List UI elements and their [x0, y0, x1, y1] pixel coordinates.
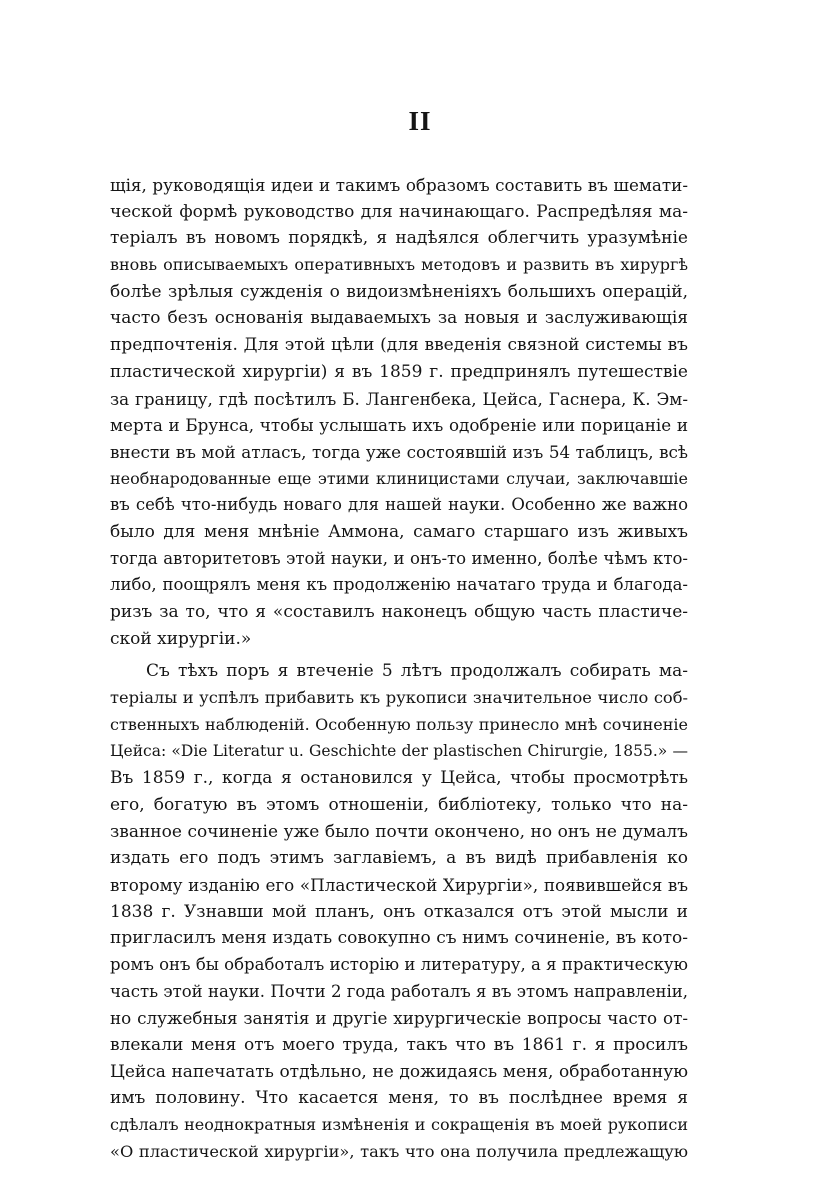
- text-line: болѣе зрѣлыя сужденія о видоизмѣненіяхъ большихъ операцій,: [110, 281, 688, 302]
- text-line: Съ тѣхъ поръ я втеченіе 5 лѣтъ продолжалъ собирать ма-: [146, 661, 688, 682]
- text-line: сдѣлалъ неоднократныя измѣненія и сокращенія въ моей рукописи: [110, 1115, 688, 1135]
- text-line: за границу, гдѣ посѣтилъ Б. Лангенбека, Цейса, Гаснера, К. Эм-: [110, 388, 688, 409]
- text-line: званное сочиненіе уже было почти окончено, но онъ не думалъ: [110, 821, 688, 842]
- text-line: мерта и Брунса, чтобы услышать ихъ одобреніе или порицаніе и: [110, 415, 688, 436]
- text-line: второму изданію его «Пластической Хирургіи», появившейся въ: [110, 874, 688, 895]
- text-line: либо, поощрялъ меня къ продолженію начатаго труда и благода-: [110, 575, 688, 595]
- text-line: ственныхъ наблюденій. Особенную пользу принесло мнѣ сочиненіе: [110, 714, 688, 734]
- text-line: ческой формѣ руководство для начинающаго. Распредѣляя ма-: [110, 201, 688, 222]
- text-line: пластической хирургіи) я въ 1859 г. предпринялъ путешествіе: [110, 361, 688, 382]
- text-line: издать его подъ этимъ заглавіемъ, а въ видѣ прибавленія ко: [110, 848, 688, 869]
- text-line: Цейса: «Die Literatur u. Geschichte der plastischen Chirurgie, 1855.» —: [110, 742, 688, 761]
- text-line: но служебныя занятія и другіе хирургическіе вопросы часто от-: [110, 1008, 688, 1029]
- text-line: его, богатую въ этомъ отношеніи, библіотеку, только что на-: [110, 794, 688, 815]
- paragraph-2: [110, 658, 688, 1165]
- text-line: Цейса напечатать отдѣльно, не дожидаясь меня, обработанную: [110, 1061, 688, 1082]
- text-line: было для меня мнѣніе Аммона, самаго старшаго изъ живыхъ: [110, 521, 688, 542]
- text-line: тогда авторитетовъ этой науки, и онъ-то именно, болѣе чѣмъ кто-: [110, 548, 688, 568]
- text-line: пригласилъ меня издать совокупно съ нимъ сочиненіе, въ кото-: [110, 928, 688, 949]
- text-line: Въ 1859 г., когда я остановился у Цейса, чтобы просмотрѣть: [110, 768, 688, 789]
- text-line: 1838 г. Узнавши мой планъ, онъ отказался отъ этой мысли и: [110, 901, 688, 922]
- text-line: теріалы и успѣлъ прибавить къ рукописи значительное число соб-: [110, 688, 688, 708]
- text-line: часть этой науки. Почти 2 года работалъ я въ этомъ направленіи,: [110, 981, 688, 1001]
- body-text: [110, 172, 688, 1165]
- text-line: имъ половину. Что касается меня, то въ послѣднее время я: [110, 1088, 688, 1109]
- text-line: часто безъ основанія выдаваемыхъ за новыя и заслуживающія: [110, 308, 688, 329]
- text-line: «О пластической хирургіи», такъ что она получила предлежащую: [110, 1141, 688, 1161]
- text-line: теріалъ въ новомъ порядкѣ, я надѣялся облегчить уразумѣніе: [110, 228, 688, 249]
- text-line: влекали меня отъ моего труда, такъ что въ 1861 г. я просилъ: [110, 1035, 688, 1055]
- text-line: ромъ онъ бы обработалъ исторію и литературу, а я практическую: [110, 954, 688, 974]
- text-line: ской хирургіи.»: [110, 628, 252, 649]
- text-line: ризъ за то, что я «составилъ наконецъ общую часть пластиче-: [110, 602, 688, 622]
- text-line: въ себѣ что-нибудь новаго для нашей науки. Особенно же важно: [110, 495, 688, 515]
- text-line: вновь описываемыхъ оперативныхъ методовъ и развить въ хирургѣ: [110, 255, 688, 275]
- paragraph-1: [110, 172, 688, 652]
- page-number: II: [408, 106, 432, 136]
- text-line: щія, руководящія идеи и такимъ образомъ составить въ шемати-: [110, 175, 688, 195]
- text-line: внести въ мой атласъ, тогда уже состоявшій изъ 54 таблицъ, всѣ: [110, 441, 688, 462]
- text-line: необнародованные еще этими клиницистами случаи, заключавшіе: [110, 468, 688, 488]
- text-line: предпочтенія. Для этой цѣли (для введенія связной системы въ: [110, 335, 688, 356]
